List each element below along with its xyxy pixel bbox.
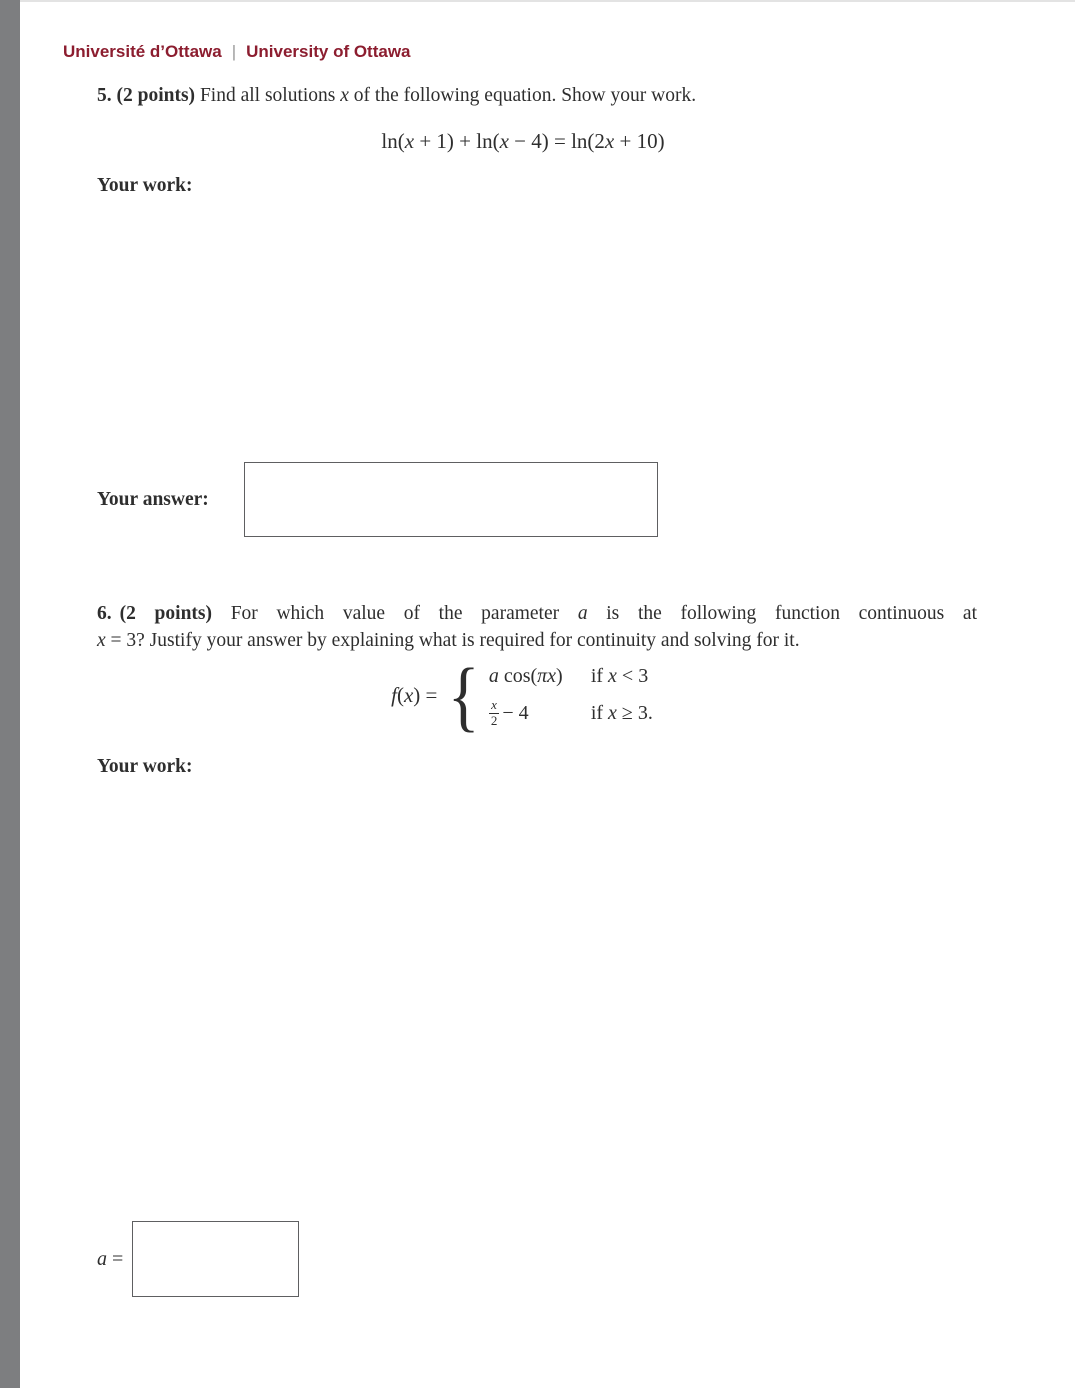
piecewise-case-2 (489, 698, 653, 729)
math-equals: ) = (413, 683, 438, 708)
a-equals-label (97, 1248, 123, 1271)
question-6-text-c: = 3? Justify your answer by explaining what is required for continuity and solving for it. (105, 630, 800, 651)
math-var-x: x (608, 702, 617, 725)
page-left-gutter (0, 0, 20, 1388)
q5-answer-section (97, 462, 658, 537)
fraction-x-over-2 (489, 698, 500, 729)
math-var-x: x (608, 665, 617, 687)
question-6-text-a: For which value of the parameter (212, 603, 578, 624)
math-var-x: x (404, 129, 415, 153)
question-6-points: (2 points) (119, 603, 212, 624)
case-1-expression (489, 663, 591, 689)
if-keyword: if (590, 702, 609, 725)
math-minus-4: − 4 (502, 702, 529, 725)
question-5 (97, 82, 977, 109)
your-answer-label: Your answer: (97, 488, 209, 510)
question-6-line-2 (97, 627, 977, 654)
page-top-divider (20, 0, 1075, 2)
if-keyword: if (590, 665, 609, 687)
your-work-label-q6: Your work: (97, 756, 193, 777)
math-equals: = (107, 1247, 124, 1270)
fraction-denominator: 2 (490, 712, 498, 728)
math-var-x: x (403, 683, 414, 708)
your-work-label-q5: Your work: (97, 175, 193, 196)
university-brand (63, 42, 411, 62)
fraction-numerator: x (491, 697, 497, 712)
piecewise-definition: f(x) = { a cos(πx) if x < 3 $\frac{x}{2}$ − 4 if x ≥ 3. (391, 651, 653, 739)
question-5-equation (97, 126, 977, 156)
math-var-x: x (499, 129, 509, 153)
question-5-text-b: of the following equation. Show your work. (348, 85, 697, 106)
eq-token: − 4) = ln(2 (508, 129, 605, 153)
condition-relation: ≥ 3. (616, 702, 653, 725)
math-var-a: a (97, 1247, 107, 1270)
brand-english: University of Ottawa (246, 42, 411, 61)
math-var-f: f (391, 683, 397, 708)
q6-answer-section (97, 1221, 299, 1297)
brand-separator: | (231, 42, 237, 61)
brand-french: Université d’Ottawa (63, 42, 222, 61)
question-6-function (97, 651, 977, 739)
math-paren: ( (396, 683, 404, 708)
question-5-text-a: Find all solutions (195, 85, 341, 106)
case-1-condition (591, 663, 648, 689)
math-var-a: a (577, 603, 588, 624)
eq-token: + 1) + ln( (414, 129, 500, 153)
question-6 (97, 600, 977, 654)
math-var-x: x (604, 129, 615, 153)
question-6-line-1 (97, 600, 977, 627)
math-var-x: x (340, 85, 349, 106)
math-cos: cos( (498, 665, 538, 687)
math-var-a: a (488, 665, 499, 687)
piecewise-cases (489, 663, 653, 729)
math-paren: ) (556, 665, 563, 687)
case-2-expression (489, 698, 591, 729)
math-pi-x: πx (537, 665, 557, 687)
condition-relation: < 3 (616, 665, 649, 687)
q5-answer-box[interactable] (244, 462, 658, 537)
math-var-x: x (97, 630, 106, 651)
question-5-number-points: 5. (2 points) (97, 85, 196, 106)
eq-token: ln( (381, 129, 405, 153)
question-6-number: 6. (97, 603, 112, 624)
q6-answer-box[interactable] (132, 1221, 299, 1297)
question-6-text-b: is the following function continuous at (587, 603, 977, 624)
eq-token: + 10) (614, 129, 665, 153)
function-lhs (391, 683, 437, 708)
piecewise-case-1 (489, 663, 653, 689)
case-2-condition (591, 700, 653, 726)
